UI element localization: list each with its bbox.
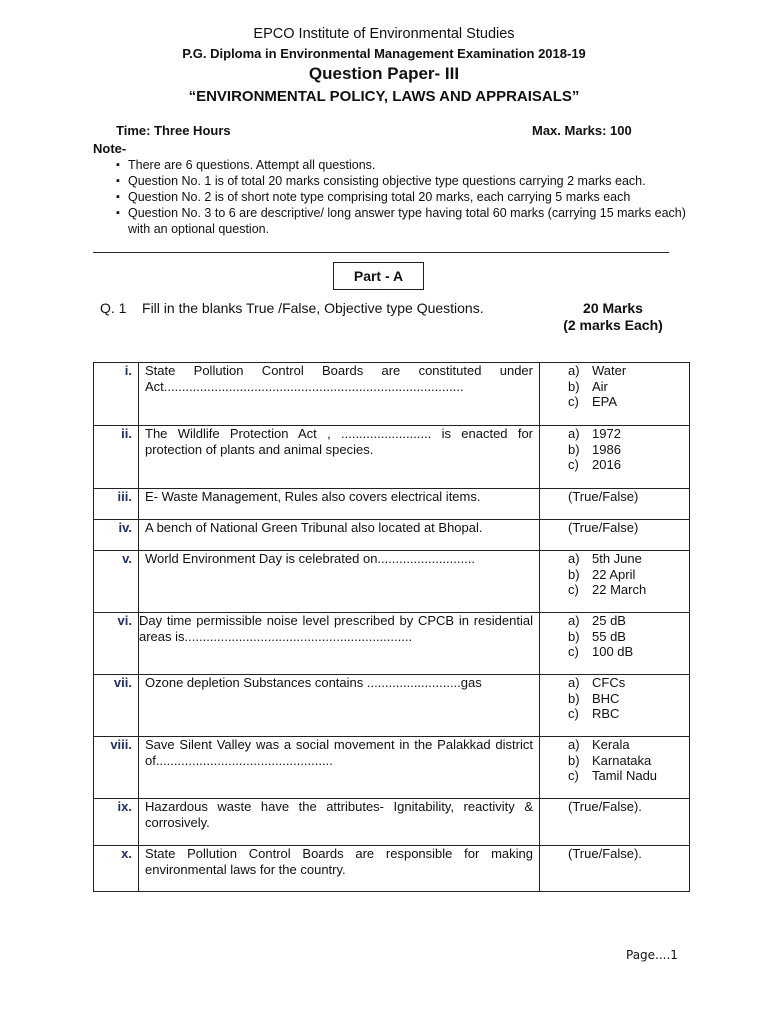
option-letter: c) xyxy=(568,768,579,783)
question-text: World Environment Day is celebrated on........................... xyxy=(139,551,540,613)
institute-name: EPCO Institute of Environmental Studies xyxy=(253,26,515,42)
option-text: EPA xyxy=(592,394,618,409)
option-item xyxy=(568,675,689,691)
option-item xyxy=(568,613,689,629)
option-text: 100 dB xyxy=(592,644,634,659)
option-item xyxy=(568,426,689,442)
option-letter: c) xyxy=(568,706,579,721)
option-item xyxy=(568,644,689,660)
marks-total: 20 Marks xyxy=(583,300,643,316)
option-text: 22 April xyxy=(592,566,636,582)
option-item xyxy=(568,768,689,784)
option-list xyxy=(568,551,689,598)
table-row xyxy=(94,846,690,892)
note-item: ▪ Question No. 2 is of short note type comprising total 20 marks, each carrying 5 marks each xyxy=(116,189,686,205)
option-item xyxy=(568,753,689,769)
question-text: Ozone depletion Substances contains ..........................gas xyxy=(139,675,540,737)
table-row xyxy=(94,551,690,613)
answer-cell xyxy=(540,799,690,846)
answer-cell xyxy=(540,551,690,613)
option-item xyxy=(568,394,689,410)
answer-cell xyxy=(540,737,690,799)
option-text: BHC xyxy=(592,690,620,706)
option-letter: c) xyxy=(568,394,579,409)
question-text: A bench of National Green Tribunal also located at Bhopal. xyxy=(139,520,540,551)
option-letter: b) xyxy=(568,566,580,582)
row-number: ii. xyxy=(94,426,139,489)
option-letter: a) xyxy=(568,426,580,441)
note-label: Note- xyxy=(93,141,127,156)
option-text: 1986 xyxy=(592,441,621,457)
option-list xyxy=(568,363,689,410)
row-number: vi. xyxy=(94,613,139,675)
option-list xyxy=(568,675,689,722)
table-row xyxy=(94,675,690,737)
answer-cell xyxy=(540,613,690,675)
option-letter: b) xyxy=(568,752,580,768)
row-number: vii. xyxy=(94,675,139,737)
question-text: State Pollution Control Boards are responsible for making environmental laws for the country. xyxy=(139,846,540,892)
time-allowed: Time: Three Hours xyxy=(116,123,231,138)
option-text: Kerala xyxy=(592,737,630,752)
option-text: 1972 xyxy=(592,426,621,441)
divider xyxy=(93,252,669,253)
option-item xyxy=(568,551,689,567)
table-row xyxy=(94,613,690,675)
option-text: 22 March xyxy=(592,582,647,597)
row-number: x. xyxy=(94,846,139,892)
option-letter: b) xyxy=(568,690,580,706)
answer-cell xyxy=(540,363,690,426)
answer-cell xyxy=(540,675,690,737)
question-text: Hazardous waste have the attributes- Ignitability, reactivity & corrosively. xyxy=(139,799,540,846)
note-item: ▪ Question No. 1 is of total 20 marks consisting objective type questions carrying 2 marks each. xyxy=(116,173,686,189)
option-letter: c) xyxy=(568,582,579,597)
option-text: Karnataka xyxy=(592,752,652,768)
option-letter: b) xyxy=(568,378,580,394)
row-number: i. xyxy=(94,363,139,426)
question-text: Day time permissible noise level prescribed by CPCB in residential areas is............................................................... xyxy=(139,613,540,675)
true-false-answer: (True/False) xyxy=(568,489,639,504)
subject-title: “ENVIRONMENTAL POLICY, LAWS AND APPRAISALS” xyxy=(188,88,580,105)
row-number: viii. xyxy=(94,737,139,799)
row-number: v. xyxy=(94,551,139,613)
note-list xyxy=(116,157,686,237)
answer-cell xyxy=(540,846,690,892)
option-letter: b) xyxy=(568,628,580,644)
question-text: State Pollution Control Boards are constituted under Act................................................................................... xyxy=(139,363,540,426)
option-item xyxy=(568,363,689,379)
row-number: ix. xyxy=(94,799,139,846)
answer-cell xyxy=(540,489,690,520)
option-item xyxy=(568,691,689,707)
option-letter: a) xyxy=(568,551,580,566)
option-text: 2016 xyxy=(592,457,621,472)
option-letter: a) xyxy=(568,363,580,378)
question-text: Save Silent Valley was a social movement in the Palakkad district of................................................. xyxy=(139,737,540,799)
option-text: 5th June xyxy=(592,551,642,566)
option-letter: a) xyxy=(568,737,580,752)
question-1: Q. 1 Fill in the blanks True /False, Objective type Questions. xyxy=(100,300,484,316)
option-letter: c) xyxy=(568,457,579,472)
row-number: iii. xyxy=(94,489,139,520)
answer-cell xyxy=(540,426,690,489)
option-text: Air xyxy=(592,378,608,394)
row-number: iv. xyxy=(94,520,139,551)
option-text: RBC xyxy=(592,706,620,721)
option-letter: b) xyxy=(568,441,580,457)
option-text: Water xyxy=(592,363,627,378)
option-item xyxy=(568,737,689,753)
option-item xyxy=(568,582,689,598)
marks-each: (2 marks Each) xyxy=(563,317,663,333)
max-marks: Max. Marks: 100 xyxy=(532,123,632,138)
part-heading: Part - A xyxy=(333,262,424,290)
option-item xyxy=(568,457,689,473)
table-row xyxy=(94,799,690,846)
question-text: The Wildlife Protection Act , ......................... is enacted for protection of plants and animal species. xyxy=(139,426,540,489)
option-list xyxy=(568,426,689,473)
note-item: ▪ There are 6 questions. Attempt all questions. xyxy=(116,157,686,173)
option-text: 25 dB xyxy=(592,613,626,628)
table-row xyxy=(94,426,690,489)
diploma-title: P.G. Diploma in Environmental Management Examination 2018-19 xyxy=(182,46,586,61)
option-list xyxy=(568,613,689,660)
question-1-marks xyxy=(540,300,686,334)
option-item xyxy=(568,567,689,583)
table-row xyxy=(94,520,690,551)
option-item xyxy=(568,442,689,458)
table-row xyxy=(94,737,690,799)
question-table xyxy=(93,362,690,892)
option-list xyxy=(568,737,689,784)
table-row xyxy=(94,489,690,520)
answer-cell xyxy=(540,520,690,551)
option-letter: c) xyxy=(568,644,579,659)
option-item xyxy=(568,706,689,722)
option-text: CFCs xyxy=(592,675,626,690)
option-letter: a) xyxy=(568,613,580,628)
option-item xyxy=(568,629,689,645)
true-false-answer: (True/False). xyxy=(568,846,642,861)
true-false-answer: (True/False) xyxy=(568,520,639,535)
option-text: Tamil Nadu xyxy=(592,768,658,783)
true-false-answer: (True/False). xyxy=(568,799,642,814)
paper-title: Question Paper- III xyxy=(308,64,460,83)
option-text: 55 dB xyxy=(592,628,626,644)
table-row xyxy=(94,363,690,426)
option-letter: a) xyxy=(568,675,580,690)
page-number: Page....1 xyxy=(626,948,678,962)
note-item: ▪ Question No. 3 to 6 are descriptive/ long answer type having total 60 marks (carrying 15 marks each) with an optional question. xyxy=(116,205,686,237)
question-text: E- Waste Management, Rules also covers electrical items. xyxy=(139,489,540,520)
option-item xyxy=(568,379,689,395)
